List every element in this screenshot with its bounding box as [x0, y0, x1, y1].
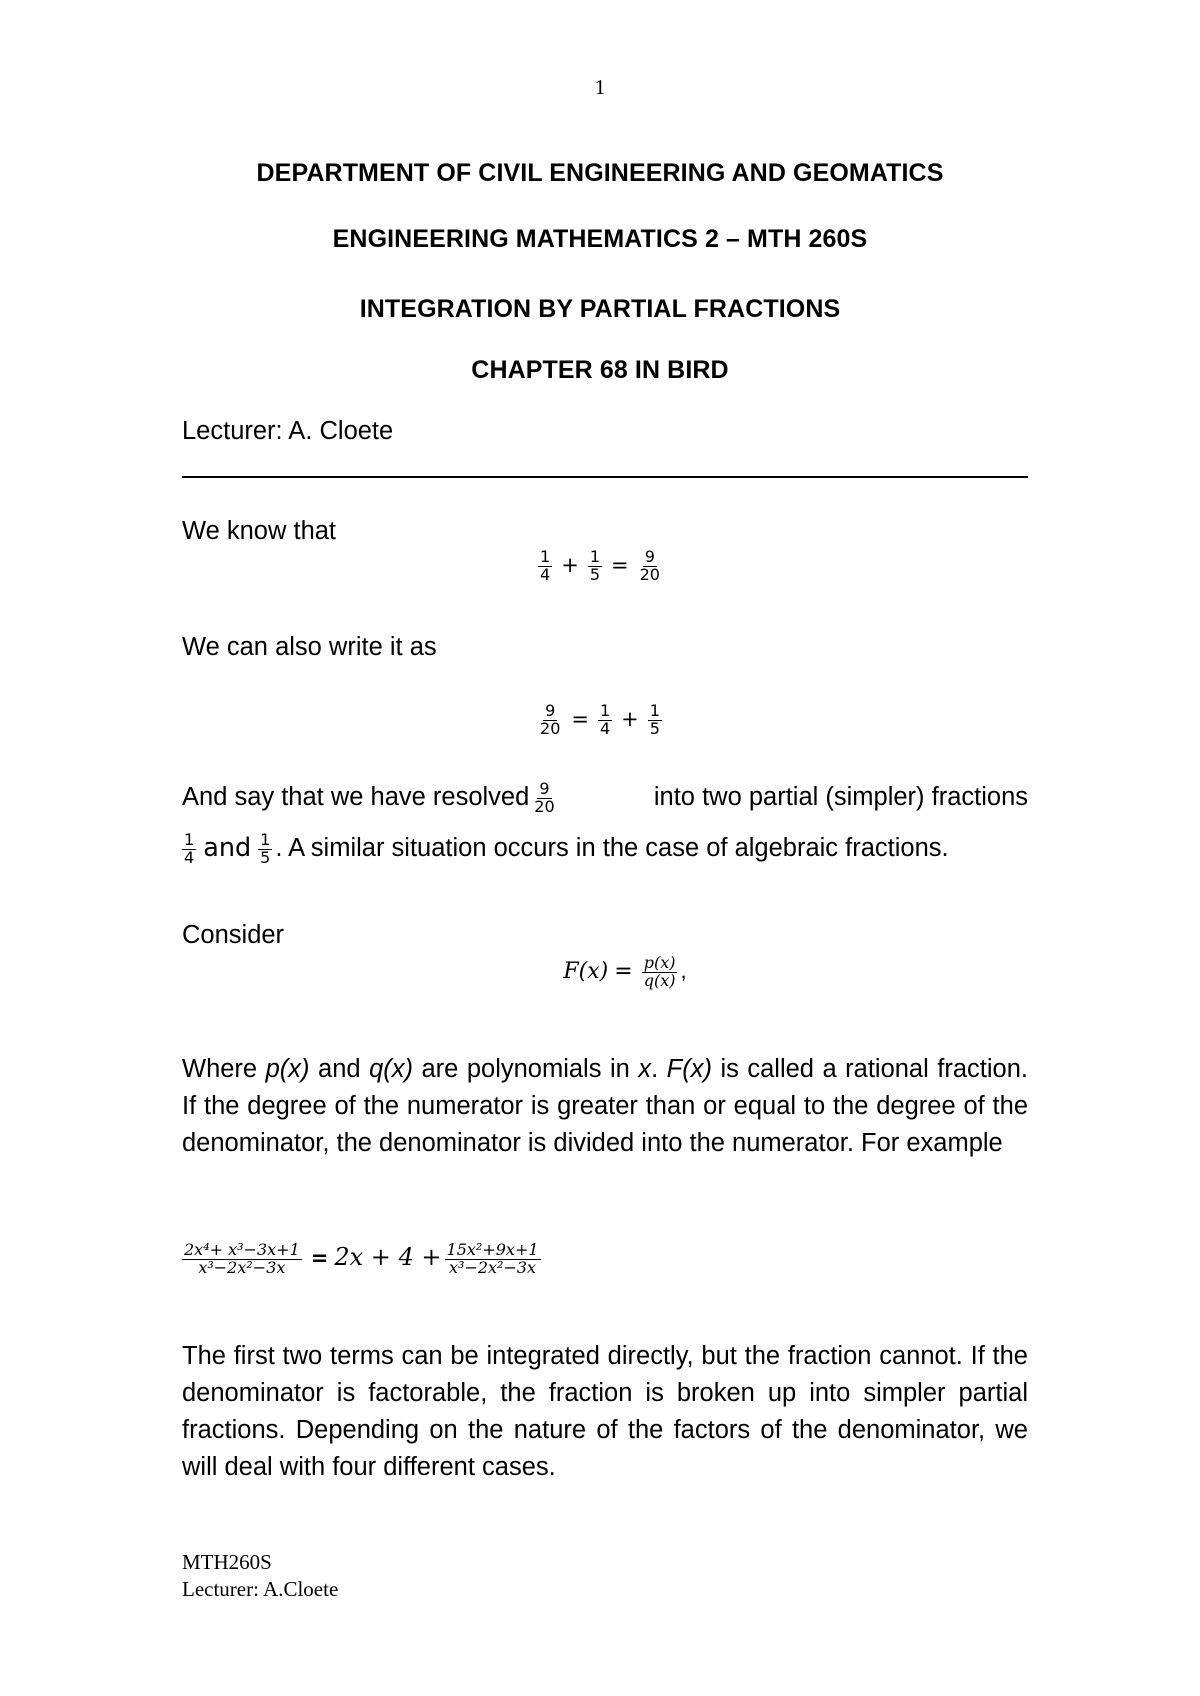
plus-sign: + — [621, 706, 639, 731]
divider-rule — [182, 476, 1028, 478]
fraction-1-5: $\frac{1}{5}$ — [649, 701, 660, 738]
fraction-1-4: $\frac{1}{4}$ — [184, 829, 195, 867]
resolved-line-2 — [182, 830, 1028, 867]
footer-lecturer: Lecturer: A.Cloete — [182, 1577, 339, 1601]
quotient-terms: 2x + 4 + — [334, 1242, 442, 1271]
lecturer-line: Lecturer: A. Cloete — [182, 417, 394, 445]
equation-1 — [0, 549, 1200, 584]
function-f-of-x: F(x) — [563, 959, 609, 985]
fraction-p-over-q: $\frac{p(x)}{q(x)}$ — [643, 953, 676, 990]
where-paragraph: Where p(x) and q(x) are polynomials in x. F(x) is called a rational fraction. If the degree of the numerator is greater than or equal to the degree of the denominator, the denominator is divided into the numerator. For example — [182, 1055, 1028, 1157]
resolved-text-3: . A similar situation occurs in the case of algebraic fractions. — [275, 834, 949, 862]
consider-text: Consider — [182, 921, 285, 949]
and-text: and — [203, 833, 252, 863]
page-number: 1 — [594, 75, 606, 99]
dividend-fraction: $\frac{\text{2x⁴+ x³−3x+1}}{\text{x³−2x²−3x}}$ — [184, 1240, 300, 1277]
equals-sign: = — [611, 552, 629, 577]
equals-sign: = — [571, 706, 589, 731]
also-write-text: We can also write it as — [182, 633, 437, 661]
fraction-9-20: $\frac{9}{20}$ — [540, 701, 561, 738]
fraction-9-20: $\frac{9}{20}$ — [534, 778, 555, 816]
plus-sign: + — [561, 552, 579, 577]
equals-sign: = — [310, 1245, 329, 1270]
equation-2 — [0, 703, 1200, 738]
department-heading: DEPARTMENT OF CIVIL ENGINEERING AND GEOMATICS — [256, 159, 944, 187]
closing-paragraph: The first two terms can be integrated directly, but the fraction cannot. If the denominator is factorable, the fraction is broken up into simpler partial fractions. Depending on the nature of the factors of the denominator, we will deal with four different cases. — [182, 1342, 1028, 1481]
equation-4 — [182, 1242, 544, 1277]
comma: , — [680, 958, 687, 984]
remainder-fraction: $\frac{\text{15x²+9x+1}}{\text{x³−2x²−3x}}$ — [446, 1240, 539, 1277]
we-know-text: We know that — [182, 517, 337, 545]
chapter-heading: CHAPTER 68 IN BIRD — [471, 356, 729, 384]
footer-course-code: MTH260S — [182, 1550, 272, 1574]
topic-heading: INTEGRATION BY PARTIAL FRACTIONS — [359, 295, 841, 323]
resolved-line-1 — [182, 779, 1028, 816]
resolved-text-1: And say that we have resolved — [182, 783, 530, 811]
equals-sign: = — [614, 959, 633, 985]
fraction-1-5: $\frac{1}{5}$ — [260, 829, 271, 867]
resolved-text-2: into two partial (simpler) fractions — [653, 783, 1028, 811]
equation-3 — [0, 955, 1200, 990]
fraction-9-20: $\frac{9}{20}$ — [639, 547, 660, 584]
fraction-1-4: $\frac{1}{4}$ — [540, 547, 551, 584]
fraction-1-4: $\frac{1}{4}$ — [599, 701, 611, 738]
fraction-1-5: $\frac{1}{5}$ — [589, 547, 600, 584]
course-heading: ENGINEERING MATHEMATICS 2 – MTH 260S — [332, 225, 868, 253]
